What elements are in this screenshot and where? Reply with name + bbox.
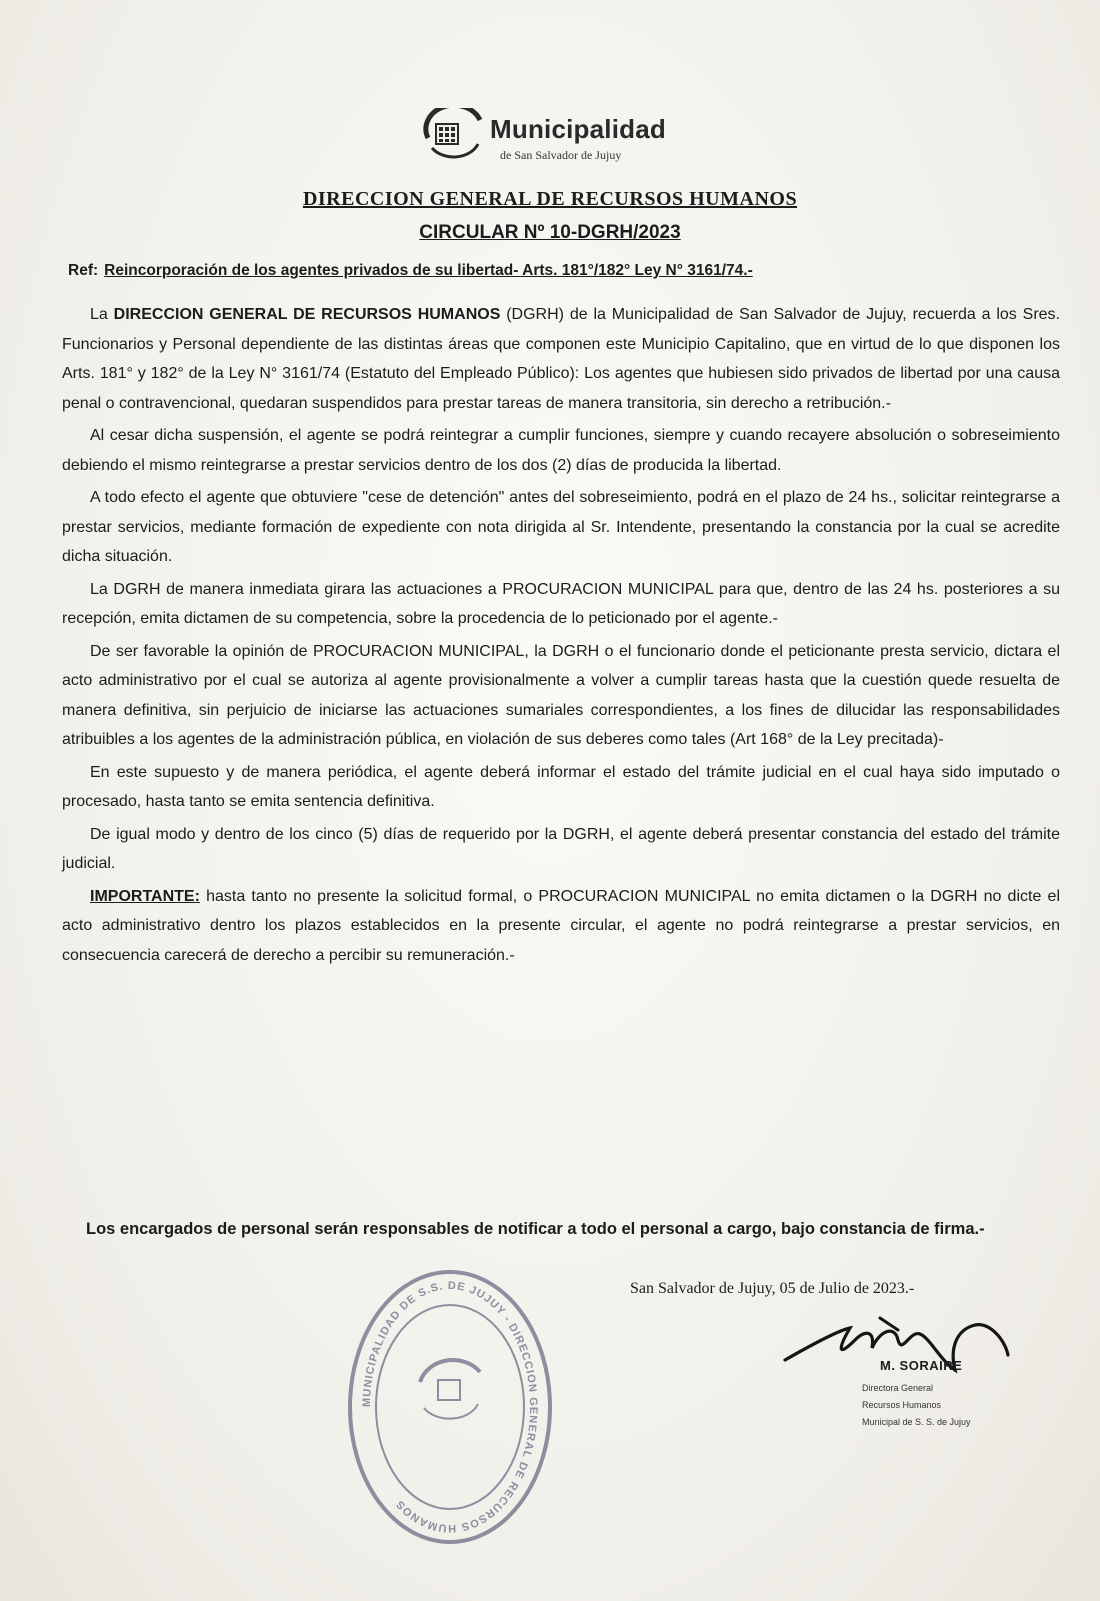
paragraph-1-lead: La [90,306,114,323]
circular-body [62,300,1060,973]
logo-title: Municipalidad [490,114,666,144]
reference-label: Ref: [68,262,99,279]
signer-title-1: Directora General [862,1383,934,1393]
important-text: hasta tanto no presente la solicitud formal, o PROCURACION MUNICIPAL no emita dictamen o la DGRH no dicte el acto administrativo dentro los plazos establecidos en la presente circular, el agente no podrá reintegrarse a prestar servicios, en consecuencia carecerá de derecho a percibir su remuneración.- [62,887,1060,964]
paragraph-2: Al cesar dicha suspensión, el agente se podrá reintegrar a cumplir funciones, siempre y cuando recayere absolución o sobreseimiento debiendo el mismo reintegrarse a prestar servicios dentro de los dos (2) días de producida la libertad. [62,427,1060,474]
signer-title-2: Recursos Humanos [862,1400,942,1410]
paragraph-5: De ser favorable la opinión de PROCURACION MUNICIPAL, la DGRH o el funcionario donde el peticionante presta servicio, dictara el acto administrativo por el cual se autoriza al agente provisionalmente a volver a cumplir tareas hasta que la cuestión quede resuelta de manera definitiva, sin perjuicio de iniciarse las actuaciones sumariales correspondientes, a los fines de dilucidar las responsabilidades atribuibles a los agentes de la administración pública, en violación de sus deberes como tales (Art 168° de la Ley precitada)- [62,642,1060,748]
seal-emblem-icon [420,1360,480,1419]
municipality-logo [422,104,712,174]
official-seal [340,1262,560,1552]
reference-text: Reincorporación de los agentes privados de su libertad- Arts. 181°/182° Ley N° 3161/74.- [104,262,753,279]
date-line: San Salvador de Jujuy, 05 de Julio de 2023.- [630,1280,915,1297]
seal-text: MUNICIPALIDAD DE S.S. DE JUJUY - DIRECCION GENERAL DE RECURSOS HUMANOS [360,1279,540,1535]
municipality-logo-icon [422,108,484,160]
signer-name: M. SORAIRE [880,1358,963,1373]
paragraph-1 [62,300,1060,418]
reference-line [68,262,1048,280]
department-heading: DIRECCION GENERAL DE RECURSOS HUMANOS [302,188,798,210]
important-label: IMPORTANTE: [90,887,200,905]
paragraph-3: A todo efecto el agente que obtuviere "cese de detención" antes del sobreseimiento, podrá en el plazo de 24 hs., solicitar reintegrarse a prestar servicios, mediante formación de expediente con nota dirigida al Sr. Intendente, presentando la constancia por la cual se acredite dicha situación. [62,489,1060,565]
paragraph-1-rest: (DGRH) de la Municipalidad de San Salvador de Jujuy, recuerda a los Sres. Funcionarios y Personal dependiente de las distintas áreas que componen este Municipio Capitalino, que en virtud de lo que disponen los Arts. 181° y 182° de la Ley N° 3161/74 (Estatuto del Empleado Público): Los agentes que hubiesen sido privados de libertad por una causa penal o contravencional, quedaran suspendidos para prestar tareas de manera transitoria, sin derecho a retribución.- [62,306,1060,412]
signer-title-3: Municipal de S. S. de Jujuy [862,1417,971,1427]
svg-text:MUNICIPALIDAD DE S.S. DE JUJUY [361,1280,539,1534]
paragraph-1-bold: DIRECCION GENERAL DE RECURSOS HUMANOS [113,306,501,323]
paragraph-7: De igual modo y dentro de los cinco (5) días de requerido por la DGRH, el agente deberá presentar constancia del estado del trámite judicial. [62,825,1060,872]
final-notice: Los encargados de personal serán responsables de notificar a todo el personal a cargo, bajo constancia de firma.- [86,1220,985,1238]
circular-number: CIRCULAR Nº 10-DGRH/2023 [419,222,681,243]
paragraph-important [62,882,1060,971]
paragraph-4: La DGRH de manera inmediata girara las actuaciones a PROCURACION MUNICIPAL para que, dentro de las 24 hs. posteriores a su recepción, emita dictamen de su competencia, sobre la procedencia de lo peticionado por el agente.- [62,580,1060,627]
logo-subtitle: de San Salvador de Jujuy [500,148,622,162]
paragraph-6: En este supuesto y de manera periódica, el agente deberá informar el estado del trámite judicial en el cual haya sido imputado o procesado, hasta tanto se emita sentencia definitiva. [62,763,1060,810]
